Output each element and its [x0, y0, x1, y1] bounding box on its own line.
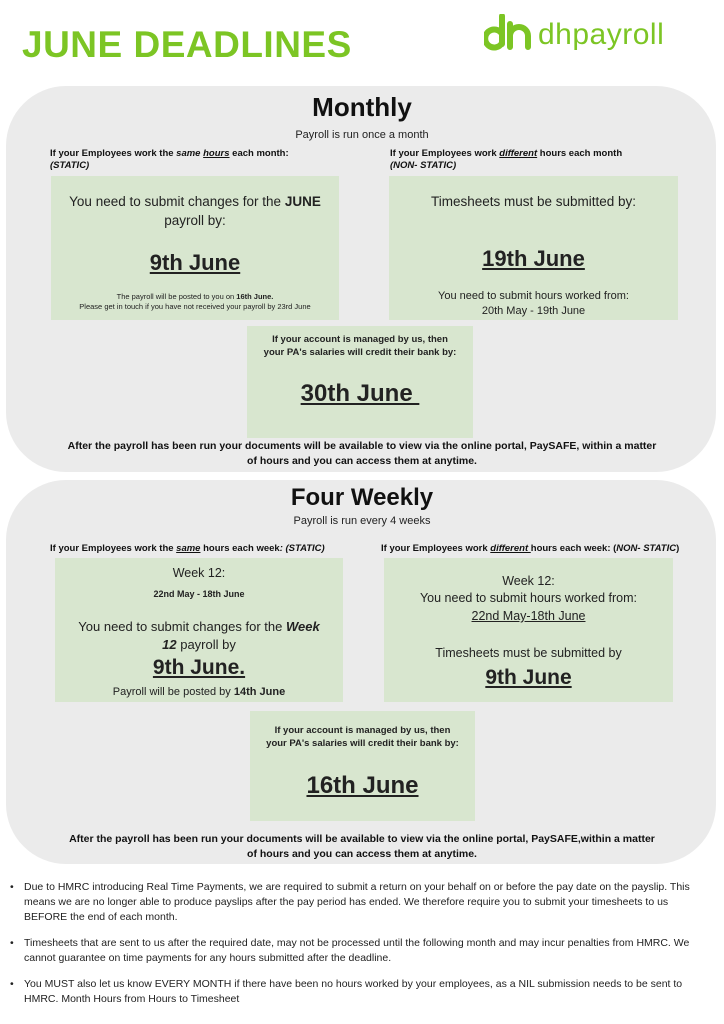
monthly-static-heading: If your Employees work the same hours each month: (STATIC) — [50, 148, 289, 171]
monthly-static-date: 9th June — [149, 250, 241, 275]
info-bullet-list — [10, 880, 710, 1016]
four-weekly-managed-line1: If your account is managed by us, then — [274, 725, 451, 736]
list-item: • Due to HMRC introducing Real Time Payments, we are required to submit a return on your behalf on or before the pay date on the payslip. This means we are no longer able to produce payslips after the pay period has ended. We therefore require you to submit your timesheets to us BEFORE the end of each month. — [10, 880, 710, 925]
four-weekly-managed-box — [250, 711, 475, 821]
monthly-managed-line1: If your account is managed by us, then — [272, 334, 448, 345]
four-weekly-managed-date: 16th June — [306, 772, 419, 799]
four-weekly-nonstatic-box — [384, 558, 673, 702]
four-weekly-static-date: 9th June. — [152, 656, 246, 679]
four-weekly-footer-line1: After the payroll has been run your documents will be available to view via the online portal, PaySAFE,within a matter — [69, 833, 655, 845]
monthly-footer-line2: of hours and you can access them at anytime. — [247, 455, 477, 467]
four-weekly-nonstatic-line2: Timesheets must be submitted by — [435, 646, 622, 660]
monthly-nonstatic-note2: 20th May - 19th June — [481, 305, 586, 317]
four-weekly-nonstatic-line1: You need to submit hours worked from: — [419, 591, 638, 605]
monthly-managed-date: 30th June — [300, 380, 420, 407]
monthly-static-box — [51, 176, 339, 320]
dhpayroll-logo — [484, 14, 716, 56]
monthly-static-note1: The payroll will be posted to you on 16th June. — [116, 292, 274, 301]
monthly-nonstatic-line1: Timesheets must be submitted by: — [430, 194, 637, 209]
four-weekly-static-line1: You need to submit changes for the Week — [78, 619, 320, 634]
four-weekly-static-line2: 12 payroll by — [162, 637, 236, 652]
monthly-managed-line2: your PA's salaries will credit their bank by: — [263, 347, 457, 358]
monthly-static-line1: You need to submit changes for the JUNE — [69, 194, 321, 209]
four-weekly-subtitle: Payroll is run every 4 weeks — [293, 515, 431, 527]
list-item: • You MUST also let us know EVERY MONTH if there have been no hours worked by your employees, as a NIL submission needs to be sent to HMRC. Month Hours from Hours to Timesheet — [10, 977, 710, 1007]
monthly-nonstatic-note1: You need to submit hours worked from: — [438, 290, 629, 302]
four-weekly-nonstatic-date: 9th June — [485, 666, 572, 689]
four-weekly-static-range: 22nd May - 18th June — [153, 589, 245, 599]
monthly-nonstatic-date: 19th June — [482, 246, 585, 271]
list-item: • Timesheets that are sent to us after the required date, may not be processed until the following month and may incur penalties from HMRC. We cannot guarantee on time payments for any hours submitted after the deadline. — [10, 936, 710, 966]
four-weekly-nonstatic-range: 22nd May-18th June — [471, 609, 586, 623]
four-weekly-managed-line2: your PA's salaries will credit their bank by: — [266, 738, 459, 749]
four-weekly-static-week: Week 12: — [172, 566, 226, 580]
monthly-managed-box — [247, 326, 473, 438]
monthly-title: Monthly — [312, 92, 412, 122]
four-weekly-footer-line2: of hours and you can access them at anytime. — [247, 848, 477, 860]
four-weekly-nonstatic-heading: If your Employees work different hours each week: (NON- STATIC) — [381, 543, 680, 554]
four-weekly-static-note: Payroll will be posted by 14th June — [112, 686, 286, 698]
monthly-static-line2: payroll by: — [164, 213, 226, 228]
page-title: JUNE DEADLINES — [22, 24, 352, 65]
dh-logo-icon — [484, 14, 534, 54]
four-weekly-title: Four Weekly — [290, 484, 434, 511]
logo-text: dhpayroll — [538, 18, 665, 51]
monthly-nonstatic-heading: If your Employees work different hours each month (NON- STATIC) — [390, 148, 623, 171]
monthly-subtitle: Payroll is run once a month — [295, 129, 429, 141]
monthly-nonstatic-box — [389, 176, 678, 320]
four-weekly-static-box — [55, 558, 343, 702]
four-weekly-nonstatic-week: Week 12: — [502, 574, 555, 588]
monthly-static-note2: Please get in touch if you have not received your payroll by 23rd June — [79, 302, 311, 311]
monthly-footer-line1: After the payroll has been run your documents will be available to view via the online portal, PaySAFE, within a matter — [67, 440, 657, 452]
four-weekly-static-heading: If your Employees work the same hours each week: (STATIC) — [50, 543, 325, 554]
